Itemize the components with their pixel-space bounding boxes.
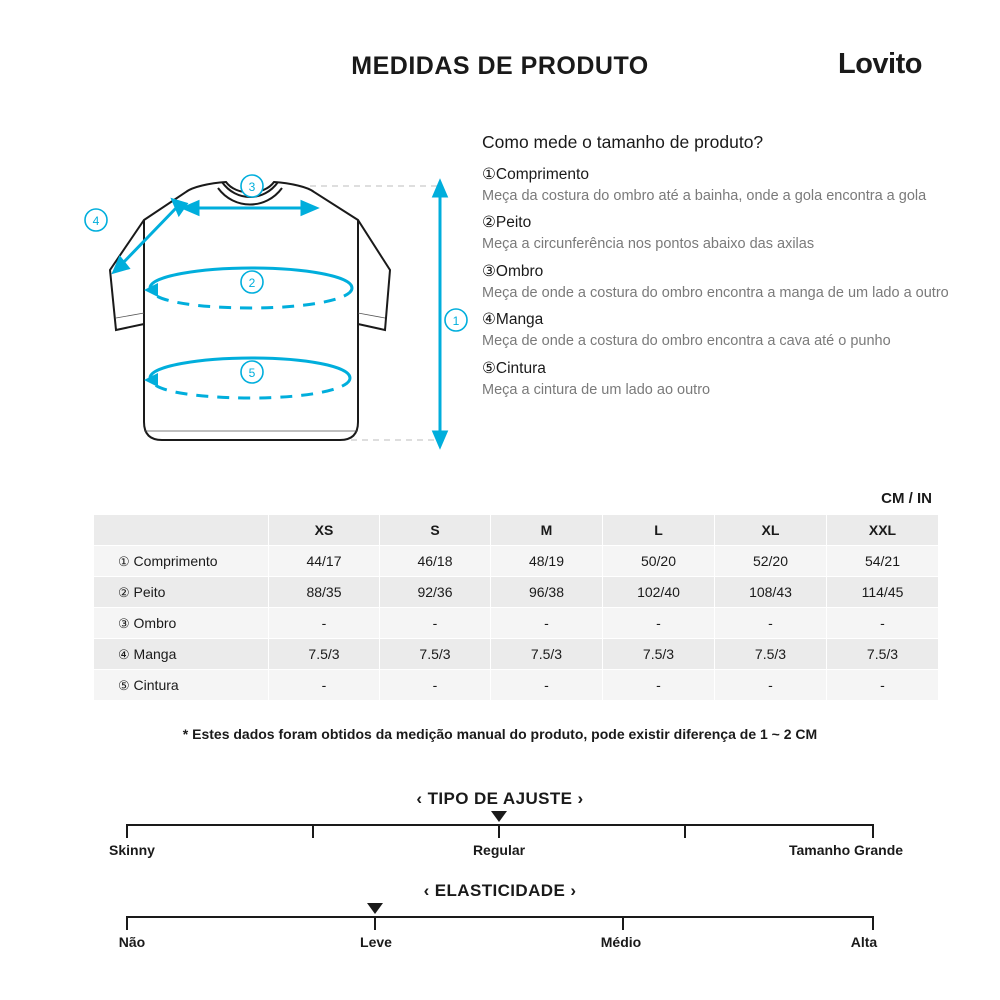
instruction-marker-5: ⑤ xyxy=(482,359,496,377)
cell-manga-s: 7.5/3 xyxy=(380,639,491,670)
cell-ombro-xs: - xyxy=(269,608,380,639)
instruction-desc-2: Meça a circunferência nos pontos abaixo das axilas xyxy=(482,236,815,253)
instruction-term-1 xyxy=(482,165,952,184)
brand-logo: Lovito xyxy=(838,48,922,80)
cell-comprimento-xl: 52/20 xyxy=(715,546,827,577)
cell-cintura-s: - xyxy=(380,670,491,701)
row-marker-1: ① xyxy=(118,553,130,569)
fit-scale-title: ‹ TIPO DE AJUSTE › xyxy=(416,789,584,808)
instruction-desc-3: Meça de onde a costura do ombro encontra a manga de um lado a outro xyxy=(482,284,949,301)
instruction-marker-2: ② xyxy=(482,214,496,232)
cell-peito-l: 102/40 xyxy=(603,577,715,608)
fit-scale-tick-5 xyxy=(872,824,874,838)
instructions-heading: Como mede o tamanho de produto? xyxy=(482,132,764,152)
unit-label: CM / IN xyxy=(881,490,932,507)
cell-cintura-m: - xyxy=(491,670,603,701)
fit-scale xyxy=(104,812,904,872)
row-label-1: Comprimento xyxy=(133,552,218,569)
instruction-name-4: Manga xyxy=(495,311,544,329)
fit-scale-tick-4 xyxy=(684,824,686,838)
elasticity-scale-tick-4 xyxy=(872,916,874,930)
fit-scale-label-large: Tamanho Grande xyxy=(788,842,904,858)
callout-3-label: 3 xyxy=(248,180,256,194)
row-label-5: Cintura xyxy=(133,676,179,693)
fit-scale-selected-marker xyxy=(491,811,507,822)
row-marker-4: ④ xyxy=(118,646,130,662)
table-col-header-s: S xyxy=(380,515,491,546)
measurement-footnote: * Estes dados foram obtidos da medição manual do produto, pode existir diferença de 1 ~ 2 CM xyxy=(182,726,818,742)
table-header-row xyxy=(94,515,939,546)
cell-manga-xxl: 7.5/3 xyxy=(827,639,939,670)
row-marker-2: ② xyxy=(118,584,130,600)
callout-4-label: 4 xyxy=(92,214,100,228)
cell-comprimento-m: 48/19 xyxy=(491,546,603,577)
table-col-header-l: L xyxy=(603,515,715,546)
cell-ombro-xxl: - xyxy=(827,608,939,639)
instruction-term-2 xyxy=(482,213,952,232)
cell-cintura-xxl: - xyxy=(827,670,939,701)
cell-ombro-m: - xyxy=(491,608,603,639)
table-col-header-m: M xyxy=(491,515,603,546)
row-header-comprimento xyxy=(94,546,269,577)
instruction-marker-1: ① xyxy=(482,166,496,183)
cell-peito-xxl: 114/45 xyxy=(827,577,939,608)
elasticity-scale-selected-marker xyxy=(367,903,383,914)
instruction-marker-4: ④ xyxy=(482,311,496,329)
cell-manga-l: 7.5/3 xyxy=(603,639,715,670)
cell-peito-xs: 88/35 xyxy=(269,577,380,608)
elasticity-scale-tick-3 xyxy=(622,916,624,930)
instruction-term-5 xyxy=(482,359,952,378)
instruction-term-4 xyxy=(482,310,952,329)
fit-scale-label-skinny: Skinny xyxy=(109,842,155,858)
cell-peito-s: 92/36 xyxy=(380,577,491,608)
table-row xyxy=(94,577,939,608)
elasticity-scale-line xyxy=(126,916,874,918)
row-header-cintura xyxy=(94,670,269,701)
cell-cintura-xs: - xyxy=(269,670,380,701)
instruction-name-3: Ombro xyxy=(495,262,544,280)
cell-comprimento-l: 50/20 xyxy=(603,546,715,577)
tshirt-measurement-diagram xyxy=(40,150,480,470)
row-marker-5: ⑤ xyxy=(118,677,130,693)
cell-ombro-s: - xyxy=(380,608,491,639)
instruction-name-5: Cintura xyxy=(495,359,546,377)
elasticity-label-alta: Alta xyxy=(850,934,878,950)
callout-5-label: 5 xyxy=(248,366,256,380)
elasticity-scale-title: ‹ ELASTICIDADE › xyxy=(423,881,577,900)
fit-scale-label-regular: Regular xyxy=(472,842,526,858)
fit-scale-tick-2 xyxy=(312,824,314,838)
elasticity-scale-tick-1 xyxy=(126,916,128,930)
elasticity-label-nao: Não xyxy=(118,934,146,950)
row-label-2: Peito xyxy=(133,583,166,600)
cell-ombro-xl: - xyxy=(715,608,827,639)
page-title: MEDIDAS DE PRODUTO xyxy=(351,52,649,80)
table-col-header-xl: XL xyxy=(715,515,827,546)
cell-comprimento-xxl: 54/21 xyxy=(827,546,939,577)
row-header-manga xyxy=(94,639,269,670)
callout-1-label: 1 xyxy=(452,314,460,328)
size-table xyxy=(93,514,939,701)
table-row xyxy=(94,608,939,639)
cell-cintura-xl: - xyxy=(715,670,827,701)
fit-scale-tick-1 xyxy=(126,824,128,838)
cell-comprimento-s: 46/18 xyxy=(380,546,491,577)
instruction-desc-1: Meça da costura do ombro até a bainha, onde a gola encontra a gola xyxy=(482,188,927,204)
table-col-header-0 xyxy=(94,515,269,546)
row-label-3: Ombro xyxy=(133,614,177,631)
instruction-desc-5: Meça a cintura de um lado ao outro xyxy=(482,381,711,398)
cell-peito-m: 96/38 xyxy=(491,577,603,608)
elasticity-label-medio: Médio xyxy=(600,934,642,950)
instruction-name-1: Comprimento xyxy=(495,166,589,183)
cell-comprimento-xs: 44/17 xyxy=(269,546,380,577)
cell-ombro-l: - xyxy=(603,608,715,639)
cell-manga-xl: 7.5/3 xyxy=(715,639,827,670)
row-label-4: Manga xyxy=(133,645,177,662)
cell-peito-xl: 108/43 xyxy=(715,577,827,608)
measure-instructions xyxy=(482,132,952,407)
cell-manga-xs: 7.5/3 xyxy=(269,639,380,670)
elasticity-scale-tick-2 xyxy=(374,916,376,930)
instruction-desc-4: Meça de onde a costura do ombro encontra a cava até o punho xyxy=(482,333,891,350)
tshirt-svg xyxy=(40,150,480,470)
elasticity-scale xyxy=(104,904,896,964)
elasticity-label-leve: Leve xyxy=(360,934,392,950)
instruction-marker-3: ③ xyxy=(482,262,496,280)
cell-manga-m: 7.5/3 xyxy=(491,639,603,670)
row-header-peito xyxy=(94,577,269,608)
instruction-term-3 xyxy=(482,262,952,281)
table-col-header-xxl: XXL xyxy=(827,515,939,546)
size-table-wrapper xyxy=(93,514,938,701)
table-row xyxy=(94,639,939,670)
fit-scale-tick-3 xyxy=(498,824,500,838)
table-row xyxy=(94,670,939,701)
table-row xyxy=(94,546,939,577)
row-header-ombro xyxy=(94,608,269,639)
instruction-name-2: Peito xyxy=(495,214,532,232)
cell-cintura-l: - xyxy=(603,670,715,701)
table-col-header-xs: XS xyxy=(269,515,380,546)
callout-2-label: 2 xyxy=(248,276,256,290)
header xyxy=(0,0,1000,110)
fit-scale-line xyxy=(126,824,874,826)
row-marker-3: ③ xyxy=(118,615,130,631)
